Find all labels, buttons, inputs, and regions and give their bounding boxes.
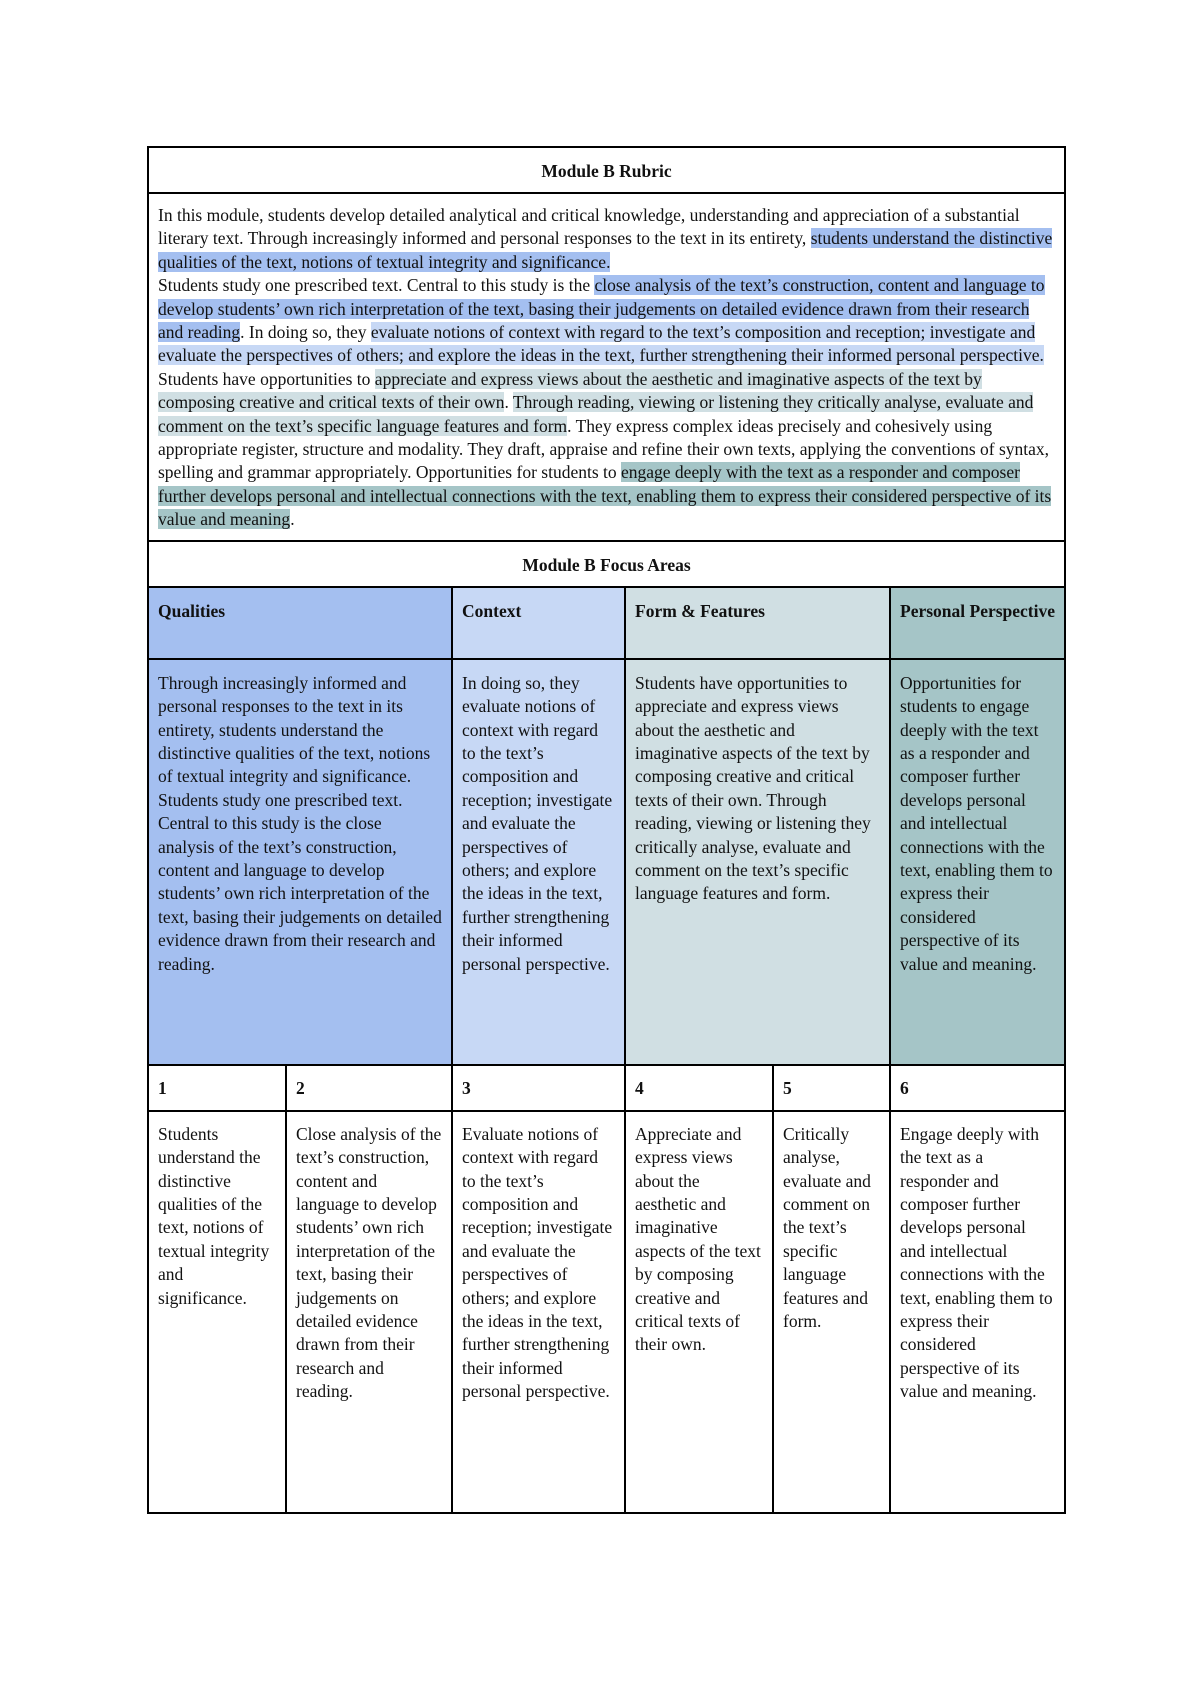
focus-heading-form-features: Form & Features [625, 587, 890, 659]
intro-text-2: Students study one prescribed text. Central to this study is the [158, 275, 595, 296]
criterion-text: Close analysis of the text’s construction, content and language to develop students’ own rich interpretation of the text, basing their judgements on detailed evidence drawn from their research and reading. [286, 1111, 452, 1513]
focus-heading-qualities: Qualities [148, 587, 452, 659]
intro-highlight-qualities: students understand the distinctive qualities of the text, notions of textual integrity and significance. [158, 228, 1053, 272]
criterion-text: Engage deeply with the text as a responder and composer further develops personal and intellectual connections with the text, enabling them to express their considered perspective of its value and meaning. [890, 1111, 1065, 1513]
focus-body-qualities-p2: Students study one prescribed text. Central to this study is the close analysis of the text’s construction, content and language to develop students’ own rich interpretation of the text, basing their judgements on detailed evidence drawn from their research and reading. [158, 789, 442, 974]
criterion-text: Evaluate notions of context with regard to the text’s composition and reception; investigate and evaluate the perspectives of others; and explore the ideas in the text, further strengthening their informed personal perspective. [452, 1111, 625, 1513]
intro-text-7: . [290, 509, 295, 530]
intro-highlight-personal: engage deeply with the text as a responder and composer further develops personal and intellectual connections with the text, enabling them to express their considered perspective of its value and meaning [158, 462, 1052, 530]
intro-highlight-close-analysis: close analysis of the text’s construction, content and language to develop students’ own rich interpretation of the text, basing their judgements on detailed evidence drawn from their research and reading [158, 275, 1045, 343]
focus-heading-context: Context [452, 587, 625, 659]
intro-text-5: . [504, 392, 513, 413]
criterion-text: Appreciate and express views about the aesthetic and imaginative aspects of the text by composing creative and critical texts of their own. [625, 1111, 773, 1513]
criterion-number: 6 [890, 1065, 1065, 1111]
criterion-text: Students understand the distinctive qualities of the text, notions of textual integrity and significance. [148, 1111, 286, 1513]
module-b-rubric-table [147, 146, 1066, 1514]
focus-body-form-features: Students have opportunities to appreciate and express views about the aesthetic and imaginative aspects of the text by composing creative and critical texts of their own. Through reading, viewing or listening they critically analyse, evaluate and comment on the text’s specific language features and form. [625, 659, 890, 1065]
criterion-text: Critically analyse, evaluate and comment on the text’s specific language features and form. [773, 1111, 890, 1513]
focus-areas-title: Module B Focus Areas [148, 541, 1065, 587]
rubric-title: Module B Rubric [148, 147, 1065, 193]
intro-highlight-form-appreciate: appreciate and express views about the aesthetic and imaginative aspects of the text by composing creative and critical texts of their own [158, 368, 982, 413]
focus-body-context: In doing so, they evaluate notions of context with regard to the text’s composition and reception; investigate and evaluate the perspectives of others; and explore the ideas in the text, further strengthening their informed personal perspective. [452, 659, 625, 1065]
focus-body-personal-perspective: Opportunities for students to engage deeply with the text as a responder and composer further develops personal and intellectual connections with the text, enabling them to express their considered perspective of its value and meaning. [890, 659, 1065, 1065]
intro-text-1: In this module, students develop detailed analytical and critical knowledge, understanding and appreciation of a substantial literary text. Through increasingly informed and personal responses to the text in its entirety, [158, 205, 1020, 249]
focus-body-qualities [148, 659, 452, 1065]
criterion-number: 1 [148, 1065, 286, 1111]
intro-text-3: . In doing so, they [240, 322, 371, 343]
intro-text-4: Students have opportunities to [158, 368, 375, 389]
rubric-intro [148, 193, 1065, 541]
criterion-number: 4 [625, 1065, 773, 1111]
focus-heading-personal-perspective: Personal Perspective [890, 587, 1065, 659]
intro-highlight-form-analyse: Through reading, viewing or listening they critically analyse, evaluate and comment on the text’s specific language features and form [158, 392, 1034, 436]
focus-body-qualities-p1: Through increasingly informed and personal responses to the text in its entirety, students understand the distinctive qualities of the text, notions of textual integrity and significance. [158, 672, 431, 787]
intro-highlight-context: evaluate notions of context with regard to the text’s composition and reception; investigate and evaluate the perspectives of others; and explore the ideas in the text, further strengthening their informed personal perspective. [158, 322, 1044, 366]
criterion-number: 2 [286, 1065, 452, 1111]
criterion-number: 3 [452, 1065, 625, 1111]
criterion-number: 5 [773, 1065, 890, 1111]
intro-text-6: . They express complex ideas precisely and cohesively using appropriate register, structure and modality. They draft, appraise and refine their own texts, applying the conventions of syntax, spelling and grammar appropriately. Opportunities for students to [158, 415, 1050, 483]
